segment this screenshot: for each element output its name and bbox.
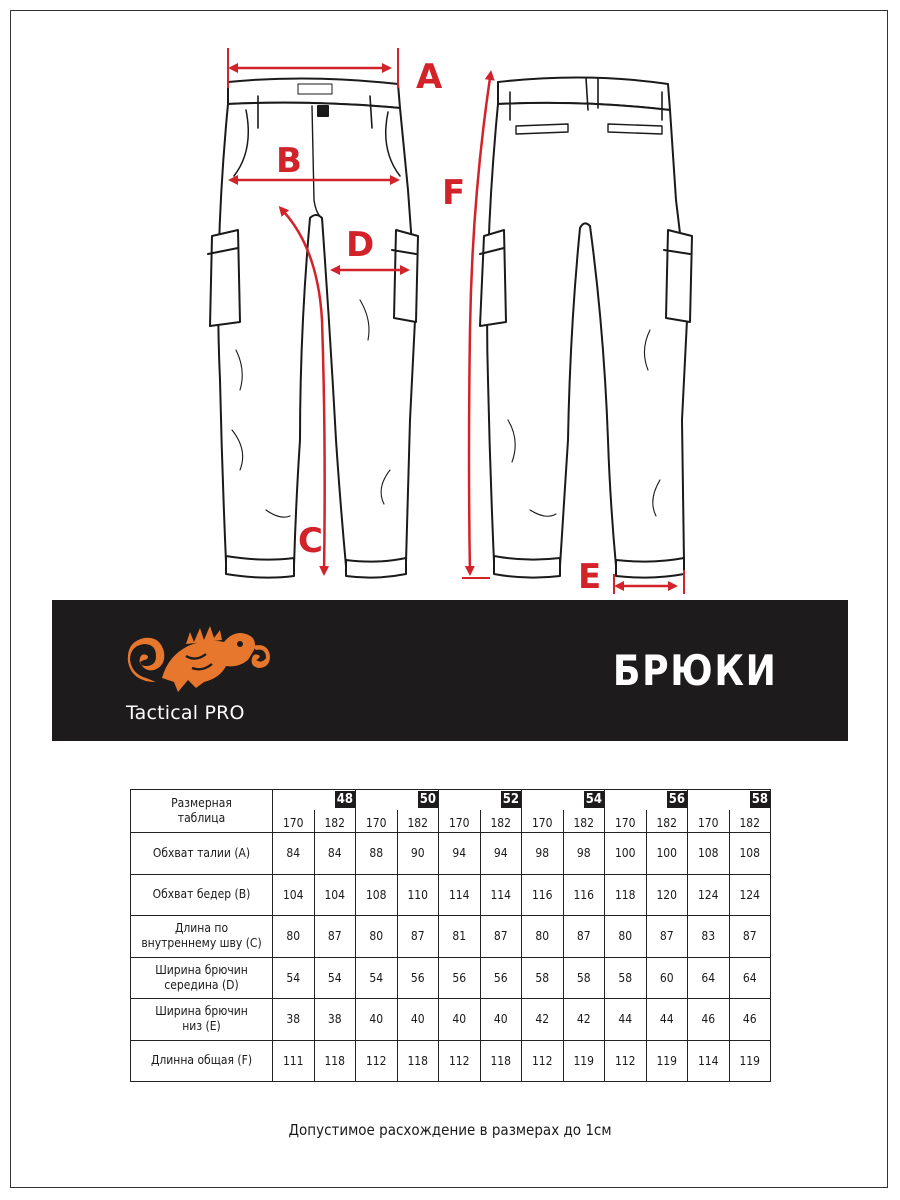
height-cell: 170: [273, 810, 315, 833]
table-body: [131, 833, 771, 1082]
value-cell: 58: [522, 957, 564, 999]
value-cell: 58: [605, 957, 647, 999]
value-cell: 108: [688, 833, 730, 875]
value-cell: 83: [688, 916, 730, 958]
value-cell: 38: [273, 999, 315, 1041]
value-cell: 60: [646, 957, 688, 999]
value-cell: 87: [563, 916, 605, 958]
label-d: D: [346, 225, 375, 265]
height-cell: 170: [522, 810, 564, 833]
table-row: [131, 1040, 771, 1082]
size-cell: [688, 790, 771, 811]
value-cell: 94: [439, 833, 481, 875]
value-cell: 87: [314, 916, 356, 958]
value-cell: 54: [356, 957, 398, 999]
size-cell: [356, 790, 439, 811]
size-cell: [439, 790, 522, 811]
brand-name: Tactical PRO: [126, 702, 245, 724]
table-row: [131, 957, 771, 999]
value-cell: 46: [729, 999, 771, 1041]
value-cell: 44: [646, 999, 688, 1041]
product-title: БРЮКИ: [613, 646, 778, 695]
value-cell: 118: [397, 1040, 439, 1082]
value-cell: 112: [356, 1040, 398, 1082]
value-cell: 111: [273, 1040, 315, 1082]
table-row: [131, 916, 771, 958]
value-cell: 124: [688, 874, 730, 916]
value-cell: 98: [522, 833, 564, 875]
value-cell: 84: [314, 833, 356, 875]
value-cell: 80: [605, 916, 647, 958]
value-cell: 118: [480, 1040, 522, 1082]
value-cell: 54: [314, 957, 356, 999]
value-cell: 42: [522, 999, 564, 1041]
value-cell: 44: [605, 999, 647, 1041]
table-row: [131, 833, 771, 875]
height-cell: 182: [563, 810, 605, 833]
value-cell: 40: [356, 999, 398, 1041]
height-cell: 182: [397, 810, 439, 833]
height-cell: 182: [314, 810, 356, 833]
value-cell: 120: [646, 874, 688, 916]
value-cell: 112: [522, 1040, 564, 1082]
value-cell: 87: [480, 916, 522, 958]
label-c: C: [298, 521, 323, 561]
value-cell: 80: [522, 916, 564, 958]
value-cell: 108: [356, 874, 398, 916]
value-cell: 116: [522, 874, 564, 916]
label-a: A: [416, 57, 443, 97]
value-cell: 64: [729, 957, 771, 999]
size-cell: [605, 790, 688, 811]
value-cell: 56: [439, 957, 481, 999]
value-cell: 54: [273, 957, 315, 999]
row-label: Длина по внутреннему шву (C): [131, 916, 273, 958]
value-cell: 124: [729, 874, 771, 916]
value-cell: 100: [605, 833, 647, 875]
back-pants: [480, 77, 692, 577]
size-cell: [522, 790, 605, 811]
value-cell: 42: [563, 999, 605, 1041]
value-cell: 40: [397, 999, 439, 1041]
value-cell: 88: [356, 833, 398, 875]
value-cell: 38: [314, 999, 356, 1041]
height-cell: 182: [480, 810, 522, 833]
size-badge: 48: [336, 792, 353, 807]
brand-banner: [52, 600, 848, 741]
value-cell: 81: [439, 916, 481, 958]
value-cell: 112: [439, 1040, 481, 1082]
value-cell: 112: [605, 1040, 647, 1082]
value-cell: 40: [480, 999, 522, 1041]
value-cell: 87: [646, 916, 688, 958]
height-cell: 182: [646, 810, 688, 833]
height-cell: 170: [356, 810, 398, 833]
value-cell: 56: [397, 957, 439, 999]
height-cell: 170: [605, 810, 647, 833]
size-badge: 50: [419, 792, 436, 807]
value-cell: 114: [480, 874, 522, 916]
size-badge: 52: [502, 792, 519, 807]
size-badge: 54: [585, 792, 602, 807]
size-cell: [273, 790, 356, 811]
row-label: Длинна общая (F): [131, 1040, 273, 1082]
chameleon-logo-icon: [126, 616, 276, 700]
label-f: F: [442, 173, 466, 213]
corner-label: Размерная таблица: [131, 790, 273, 833]
value-cell: 104: [314, 874, 356, 916]
value-cell: 98: [563, 833, 605, 875]
value-cell: 104: [273, 874, 315, 916]
value-cell: 108: [729, 833, 771, 875]
size-badge: 58: [751, 792, 768, 807]
value-cell: 118: [605, 874, 647, 916]
value-cell: 87: [729, 916, 771, 958]
table-row: [131, 999, 771, 1041]
row-label: Обхват бедер (B): [131, 874, 273, 916]
value-cell: 46: [688, 999, 730, 1041]
value-cell: 114: [439, 874, 481, 916]
value-cell: 116: [563, 874, 605, 916]
row-label: Ширина брючин середина (D): [131, 957, 273, 999]
table-row: [131, 874, 771, 916]
value-cell: 100: [646, 833, 688, 875]
value-cell: 119: [646, 1040, 688, 1082]
value-cell: 119: [729, 1040, 771, 1082]
value-cell: 119: [563, 1040, 605, 1082]
value-cell: 64: [688, 957, 730, 999]
value-cell: 84: [273, 833, 315, 875]
row-label: Ширина брючин низ (E): [131, 999, 273, 1041]
value-cell: 80: [356, 916, 398, 958]
size-table: [130, 789, 771, 1082]
value-cell: 118: [314, 1040, 356, 1082]
value-cell: 94: [480, 833, 522, 875]
value-cell: 90: [397, 833, 439, 875]
size-badge: 56: [668, 792, 685, 807]
value-cell: 80: [273, 916, 315, 958]
height-cell: 170: [688, 810, 730, 833]
label-b: B: [276, 141, 302, 181]
tolerance-note: Допустимое расхождение в размерах до 1см: [288, 1121, 612, 1139]
height-cell: 170: [439, 810, 481, 833]
height-cell: 182: [729, 810, 771, 833]
value-cell: 110: [397, 874, 439, 916]
front-pants: [208, 78, 418, 577]
value-cell: 58: [563, 957, 605, 999]
value-cell: 114: [688, 1040, 730, 1082]
size-header-row: [131, 790, 771, 811]
label-e: E: [578, 557, 602, 597]
row-label: Обхват талии (A): [131, 833, 273, 875]
value-cell: 40: [439, 999, 481, 1041]
value-cell: 56: [480, 957, 522, 999]
value-cell: 87: [397, 916, 439, 958]
